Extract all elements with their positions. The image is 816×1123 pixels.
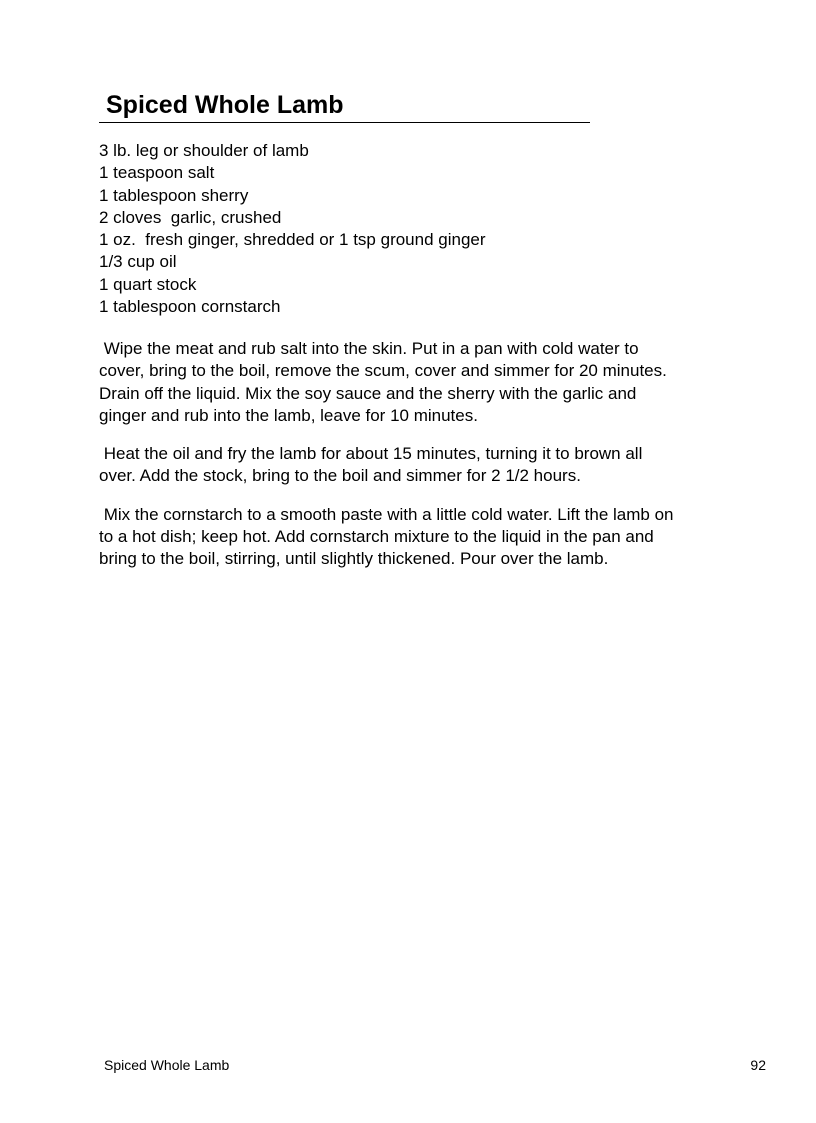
footer-title: Spiced Whole Lamb — [104, 1057, 230, 1073]
ingredient-item: 1 tablespoon sherry — [99, 185, 249, 205]
ingredient-item: 1 tablespoon cornstarch — [99, 297, 281, 317]
page-title: Spiced Whole Lamb — [106, 91, 344, 119]
instruction-paragraph: Mix the cornstarch to a smooth paste with a little cold water. Lift the lamb on to a hot dish; keep hot. Add cornstarch mixture to the liquid in the pan and bring to the boil, stirring, until slightly thickened. Pour over the lamb. — [99, 504, 679, 569]
ingredient-item: 1 oz. fresh ginger, shredded or 1 tsp ground ginger — [99, 230, 486, 250]
title-underline — [99, 122, 590, 123]
ingredient-item: 1 quart stock — [99, 274, 197, 294]
ingredient-item: 3 lb. leg or shoulder of lamb — [99, 141, 309, 160]
instruction-paragraph: Heat the oil and fry the lamb for about 15 minutes, turning it to brown all over. Add the stock, bring to the boil and simmer for 2 1/2 hours. — [99, 444, 648, 486]
instruction-paragraph: Wipe the meat and rub salt into the skin. Put in a pan with cold water to cover, bring to the boil, remove the scum, cover and simmer for 20 minutes. Drain off the liquid. Mix the soy sauce and the sherry with the garlic and ginger and rub into the lamb, leave for 10 minutes. — [99, 339, 672, 425]
ingredient-item: 1 teaspoon salt — [99, 163, 215, 183]
page-number: 92 — [750, 1057, 766, 1073]
instructions — [99, 338, 679, 587]
ingredient-item: 2 cloves garlic, crushed — [99, 207, 282, 227]
ingredient-item: 1/3 cup oil — [99, 252, 177, 272]
ingredient-list — [99, 140, 699, 318]
